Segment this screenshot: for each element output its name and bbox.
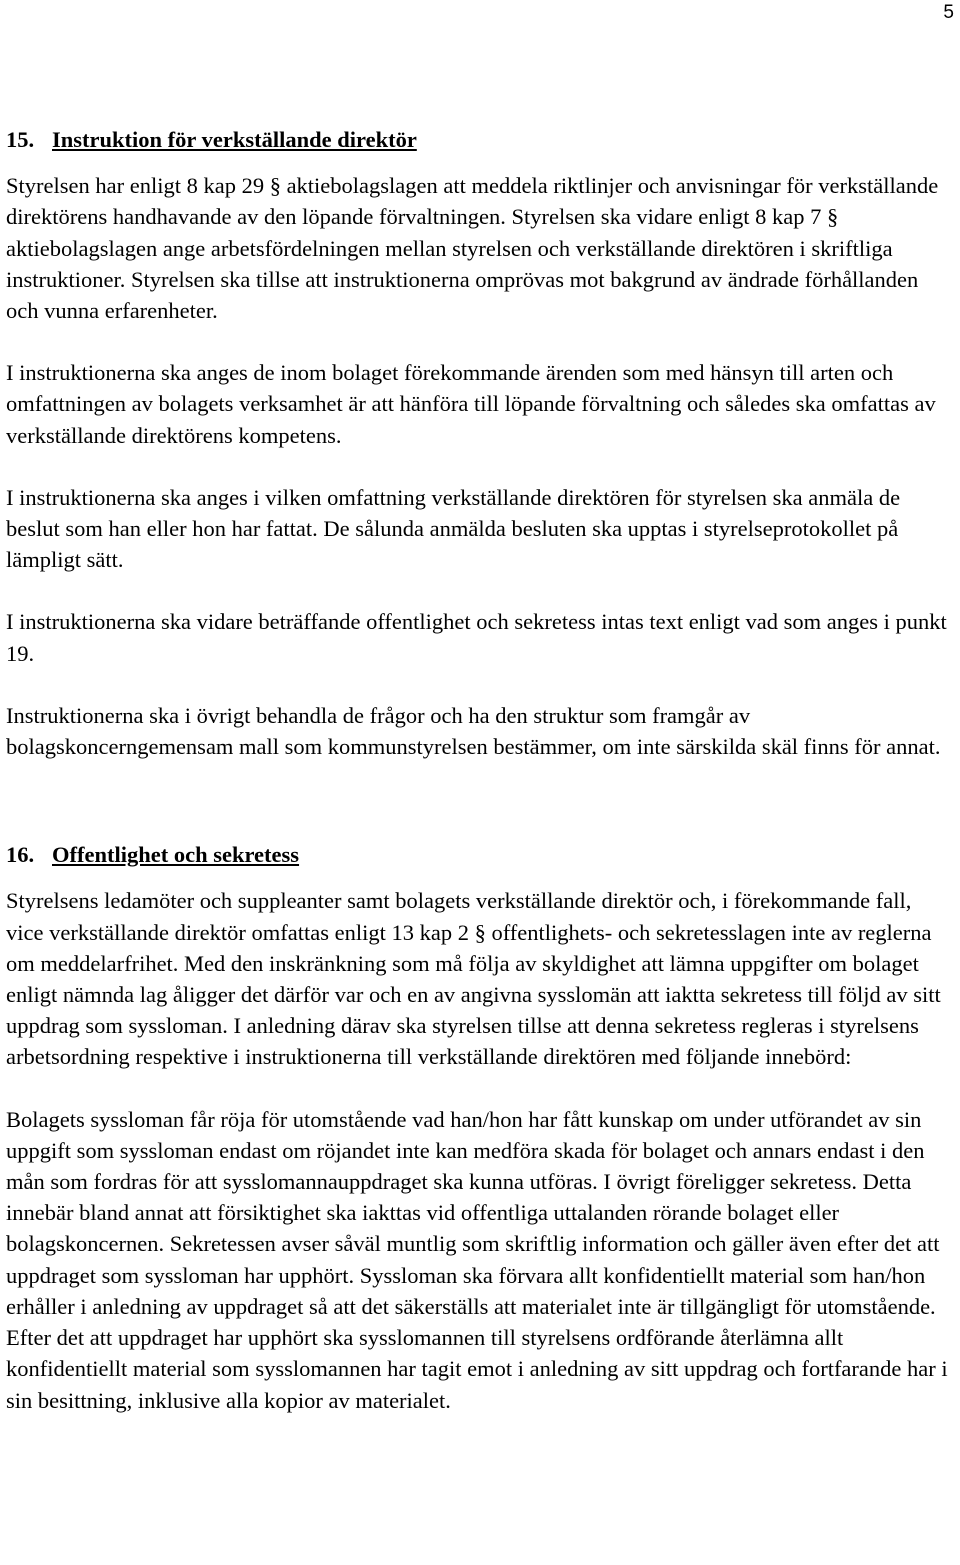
paragraph: I instruktionerna ska anges i vilken omfattning verkställande direktören för styrelsen ska anmäla de beslut som han eller hon har fattat. De sålunda anmälda besluten ska upptas i styrelseprotokollet på lämpligt sätt. bbox=[6, 484, 901, 573]
section-heading-15 bbox=[6, 124, 954, 155]
paragraph: Bolagets syssloman får röja för utomstående vad han/hon har fått kunskap om under utförandet av sin uppgift som syssloman endast om röjandet inte kan medföra skada för bolaget och annars endast i den mån som fordras för att sysslomannauppdraget ska kunna utföras. I övrigt föreligger sekretess. Detta innebär bland annat att försiktighet ska iakttas vid offentliga uttalanden rörande bolaget eller bolagskoncernen. Sekretessen avser såväl muntlig som skriftlig information och gäller även efter det att uppdraget som syssloman har upphört. Syssloman ska förvara allt konfidentiellt material som han/hon erhåller i anledning av uppdraget så att det säkerställs att materialet inte är tillgängligt för utomstående. Efter det att uppdraget har upphört ska sysslomannen till styrelsens ordförande återlämna allt konfidentiellt material som sysslomannen har tagit emot i anledning av sitt uppdrag och fortfarande har i sin besittning, inklusive alla kopior av materialet. bbox=[6, 1106, 948, 1413]
paragraph: Styrelsens ledamöter och suppleanter samt bolagets verkställande direktör och, i förekommande fall, vice verkställande direktör omfattas enligt 13 kap 2 § offentlighets- och sekretesslagen inte av reglerna om meddelarfrihet. Med den inskränkning som må följa av skyldighet att lämna uppgifter om bolaget enligt nämnda lag åligger det därför var och en av angivna sysslomän att iaktta sekretess till följd av sitt uppdrag som syssloman. I anledning därav ska styrelsen tillse att denna sekretess regleras i styrelsens arbetsordning respektive i instruktionerna till verkställande direktören med följande innebörd: bbox=[6, 888, 941, 1070]
paragraph: Instruktionerna ska i övrigt behandla de frågor och ha den struktur som framgår av bolagskoncerngemensam mall som kommunstyrelsen bestämmer, om inte särskilda skäl finns för annat. bbox=[6, 702, 941, 760]
paragraph: I instruktionerna ska vidare beträffande offentlighet och sekretess intas text enligt vad som anges i punkt 19. bbox=[6, 609, 947, 666]
page-number: 5 bbox=[943, 2, 954, 23]
section-number: 15. bbox=[6, 127, 35, 152]
paragraph: I instruktionerna ska anges de inom bolaget förekommande ärenden som med hänsyn till arten och omfattningen av bolagets verksamhet är att hänföra till löpande förvaltning och således ska omfattas av verkställande direktörens kompetens. bbox=[6, 360, 936, 448]
section-title: Offentlighet och sekretess bbox=[52, 842, 300, 868]
section-title: Instruktion för verkställande direktör bbox=[52, 127, 417, 152]
section-number: 16. bbox=[6, 842, 35, 868]
document-body bbox=[6, 124, 954, 1416]
section-heading-16 bbox=[6, 839, 954, 870]
paragraph: Styrelsen har enligt 8 kap 29 § aktiebolagslagen att meddela riktlinjer och anvisningar för verkställande direktörens handhavande av den löpande förvaltningen. Styrelsen ska vidare enligt 8 kap 7 § aktiebolagslagen ange arbetsfördelningen mellan styrelsen och verkställande direktören i skriftliga instruktioner. Styrelsen ska tillse att instruktionerna omprövas mot bakgrund av ändrade förhållanden och vunna erfarenheter. bbox=[6, 173, 939, 324]
